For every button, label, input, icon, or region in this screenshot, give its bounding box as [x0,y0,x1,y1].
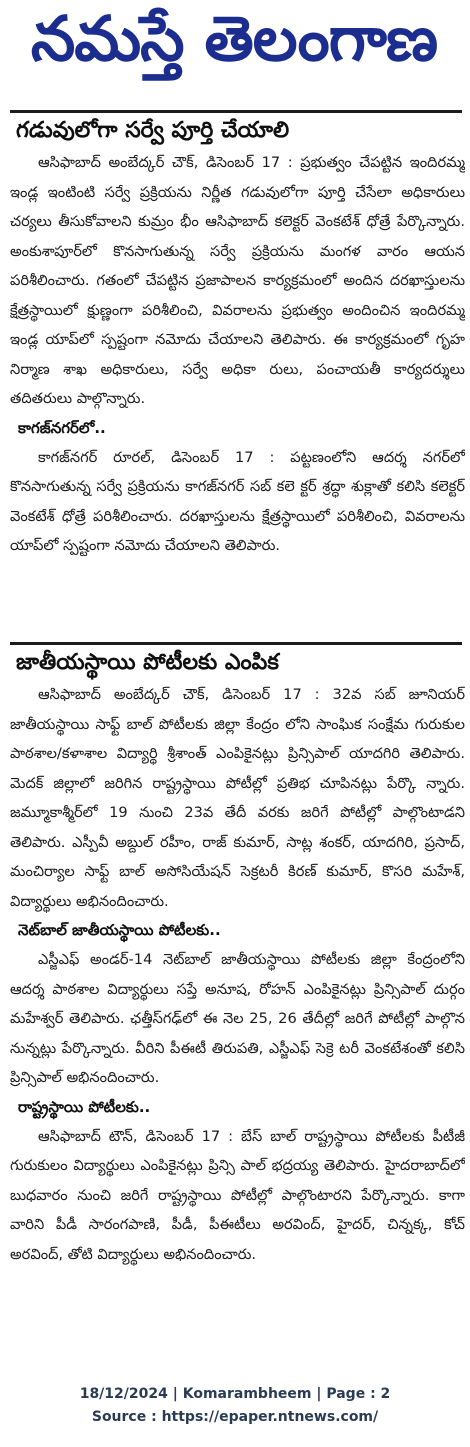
article-paragraph: ఆసిఫాబాద్ అంబేద్కర్ చౌక్, డిసెంబర్ 17 : ప్రభుత్వం చేపట్టిన ఇందిరమ్మ ఇండ్ల ఇంటింటి సర్వే ప్రక్రియను నిర్ణీత గడువులోగా పూర్తి చేసేలా అధికారులు చర్యలు తీసుకోవాలని కుమ్రం భీం ఆసిఫాబాద్ కలెక్టర్ వెంకటేశ్ ధోత్రే పేర్కొన్నారు. అంకుశాపూర్‌లో కొనసాగుతున్న సర్వే ప్రక్రియను మంగళ వారం ఆయన పరిశీలించారు. గతంలో చేపట్టిన ప్రజాపాలన కార్యక్రమంలో అందిన దరఖాస్తులను క్షేత్రస్థాయిలో క్షుణ్ణంగా పరిశీలించి, వివరాలను ప్రభుత్వం అందించిన ఇందిరమ్మ ఇండ్ల యాప్‌లో స్పష్టంగా నమోదు చేయాలని తెలిపారు. ఈ కార్యక్రమంలో గృహ నిర్మాణ శాఖ అధికారులు, సర్వే అధికా రులు, పంచాయతీ కార్యదర్శులు తదితరులు పాల్గొన్నారు. [10,154,465,407]
article-subhead: రాష్ట్రస్థాయి పోటీలకు.. [18,1097,151,1116]
article-headline: గడువులోగా సర్వే పూర్తి చేయాలి [16,118,290,143]
article-subhead: కాగజ్‌నగర్‌లో.. [18,418,106,437]
masthead-rule [10,110,462,113]
article-paragraph: ఎస్జీఎఫ్ అండర్-14 నెట్‌బాల్ జాతీయస్థాయి పోటీలకు జిల్లా కేంద్రంలోని ఆదర్శ పాఠశాల విద్యార్థులు సప్తే అనూష, రోహన్ ఎంపికైనట్లు ప్రిన్సిపాల్ దుర్గం మహేశ్వర్ తెలిపారు. ఛత్తీస్‌గఢ్‌లో ఈ నెల 25, 26 తేదీల్లో జరిగే పోటీల్లో పాల్గొన నున్నట్లు పేర్కొన్నారు. వీరిని పీఈటీ తిరుపతి, ఎస్జీఎఫ్ సెక్రె టరీ వెంకటేశంతో కలిసి ప్రిన్సిపాల్ అభినందించారు. [10,951,465,1086]
article-paragraph: ఆసిఫాబాద్ టౌన్, డిసెంబర్ 17 : బేస్ బాల్ రాష్ట్రస్థాయి పోటీలకు పీటీజీ గురుకులం విద్యార్థులు ఎంపికైనట్లు ప్రిన్సి పాల్ భద్రయ్య తెలిపారు. హైదరాబాద్‌లో బుధవారం నుంచి జరిగే రాష్ట్రస్థాయి పోటీల్లో పాల్గొంటారని పేర్కొన్నారు. కాగా వారిని పీడీ సారంగపాణి, పీడీ, పీఈటీలు అరవింద్, హైదర్, చిన్నక్క, కోచ్ అరవింద్, తోటి విద్యార్థులు అభినందించారు. [10,1127,465,1263]
article-paragraph: కాగజ్‌నగర్ రూరల్, డిసెంబర్ 17 : పట్టణంలోని ఆదర్శ నగర్‌లో కొనసాగుతున్న సర్వే ప్రక్రియను కాగజ్‌నగర్ సబ్ కలె క్టర్ శ్రద్ధా శుక్లాతో కలిసి కలెక్టర్ వెంకటేశ్ ధోత్రే పరిశీలించారు. దరఖాస్తులను క్షేత్రస్థాయిలో పరిశీలించి, వివరాలను యాప్‌లో స్పష్టంగా నమోదు చేయాలని తెలిపారు. [10,448,465,554]
article-headline: జాతీయస్థాయి పోటీలకు ఎంపిక [16,650,279,675]
masthead-title: నమస్తే తెలంగాణ [30,2,438,75]
article-national-selection [10,648,465,1366]
footer-source-line: Source : https://epaper.ntnews.com/ [91,1409,379,1425]
article-paragraph: ఆసిఫాబాద్ అంబేద్కర్ చౌక్, డిసెంబర్ 17 : 32వ సబ్ జూనియర్ జాతీయస్థాయి సాఫ్ట్ బాల్ పోటీలకు జిల్లా కేంద్రం లోని సాంఘిక సంక్షేమ గురుకుల పాఠశాల/కళాశాల విద్యార్థి శ్రీశాంత్ ఎంపికైనట్లు ప్రిన్సిపాల్ యాదగిరి తెలిపారు. మెదక్ జిల్లాలో జరిగిన రాష్ట్రస్థాయి పోటీల్లో ప్రతిభ చూపినట్లు పేర్కొ న్నారు. జమ్మూకాశ్మీర్‌లో 19 నుంచి 23వ తేదీ వరకు జరిగే పోటీల్లో పాల్గొంటాడని తెలిపారు. ఎస్పీవీ అబ్దుల్ రహీం, రాజ్ కుమార్, సాట్ల శంకర్, యాదగిరి, ప్రసాద్, మంచిర్యాల సాఫ్ట్ బాల్ అసోసియేషన్ సెక్రటరీ కిరణ్ కుమార్, కొసరి మహేశ్, విద్యార్థులు అభినందించారు. [10,686,465,910]
newspaper-masthead [0,0,470,100]
footer-edition-line: 18/12/2024 | Komarambheem | Page : 2 [79,1386,391,1402]
article-survey [10,116,465,636]
article-subhead: నెట్‌బాల్ జాతీయస్థాయి పోటీలకు.. [18,921,221,939]
section-rule [10,642,462,645]
